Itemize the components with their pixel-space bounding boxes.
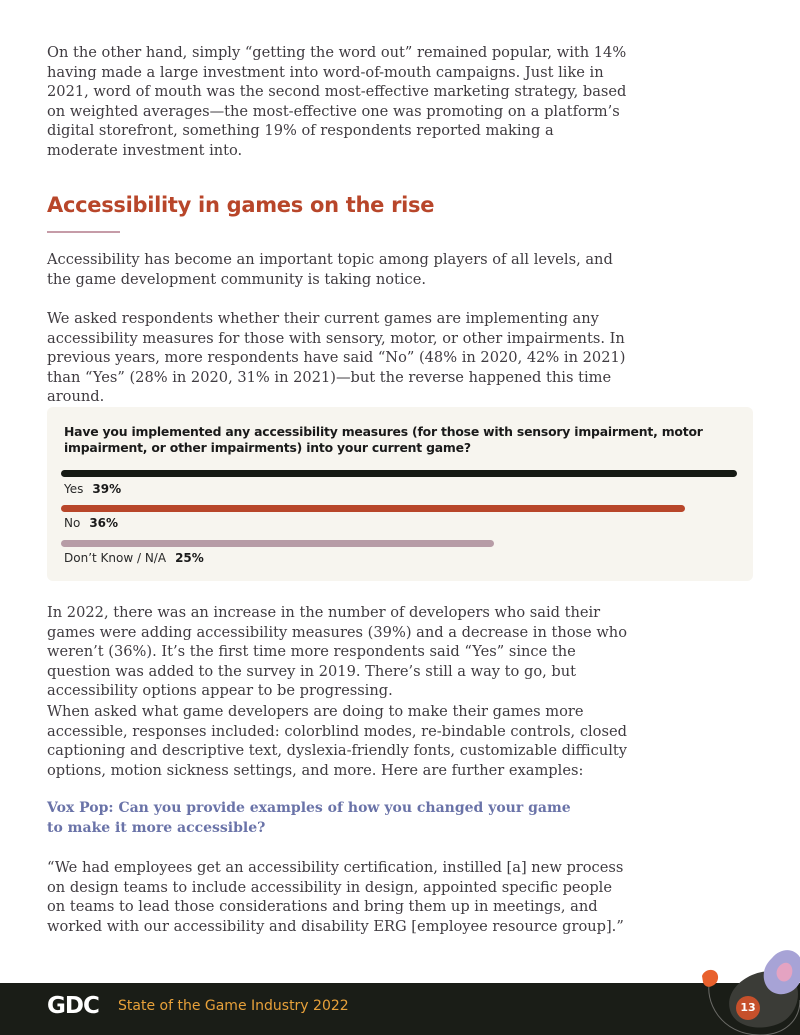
paragraph-examples: When asked what game developers are doing to make their games more accessible, responses included: colorblind modes, re-bindable controls, closed captioning and descriptive text, dyslexia-friendly fonts, customizable difficulty options, motion sickness settings, and more. Here are further examples: <box>47 703 628 779</box>
bar-dont-know <box>61 540 494 547</box>
category-yes: Yes <box>64 482 84 496</box>
bar-label-dont-know <box>64 551 204 565</box>
heading-underline <box>47 231 120 233</box>
decorative-blobs-icon <box>690 940 800 1035</box>
footer-title: State of the Game Industry 2022 <box>118 998 349 1014</box>
paragraph-word-of-mouth: On the other hand, simply “getting the word out” remained popular, with 14% having made a large investment into word-of-mouth campaigns. Just like in 2021, word of mouth was the second most-effective marketing strategy, based on weighted averages—the most-effective one was promoting on a platform’s digital storefront, something 19% of respondents reported making a moderate investment into. <box>47 44 627 159</box>
paragraph-accessibility-intro: Accessibility has become an important topic among players of all levels, and the game development community is taking notice. <box>47 251 613 288</box>
gdc-logo: GDC <box>47 993 99 1019</box>
bar-label-yes <box>64 482 121 496</box>
page-number: 13 <box>736 996 760 1020</box>
value-yes: 39% <box>92 482 122 496</box>
bar-label-no <box>64 516 118 530</box>
chart-title: Have you implemented any accessibility measures (for those with sensory impairment, motor impairment, or other impairments) into your current game? <box>64 424 703 455</box>
value-no: 36% <box>89 516 119 530</box>
accessibility-chart <box>47 407 753 581</box>
category-no: No <box>64 516 81 530</box>
value-dont-know: 25% <box>175 551 204 565</box>
section-heading: Accessibility in games on the rise <box>47 193 435 217</box>
vox-pop-quote: “We had employees get an accessibility certification, instilled [a] new process on design teams to include accessibility in design, appointed specific people on teams to lead those considerations and bring them up in meetings, and worked with our accessibility and disability ERG [employee resource group].” <box>47 859 624 935</box>
paragraph-2022-results: In 2022, there was an increase in the number of developers who said their games were adding accessibility measures (39%) and a decrease in those who weren’t (36%). It’s the first time more respondents said “Yes” since the question was added to the survey in 2019. There’s still a way to go, but accessibility options appear to be progressing. <box>47 604 627 700</box>
bar-yes <box>61 470 737 477</box>
vox-pop-heading: Vox Pop: Can you provide examples of how you changed your game to make it more accessible? <box>47 800 571 836</box>
paragraph-survey-question: We asked respondents whether their current games are implementing any accessibility measures for those with sensory, motor, or other impairments. In previous years, more respondents have said “No” (48% in 2020, 42% in 2021) than “Yes” (28% in 2020, 31% in 2021)—but the reverse happened this time around. <box>47 310 626 406</box>
category-dont-know: Don’t Know / N/A <box>64 551 167 565</box>
bar-no <box>61 505 685 512</box>
